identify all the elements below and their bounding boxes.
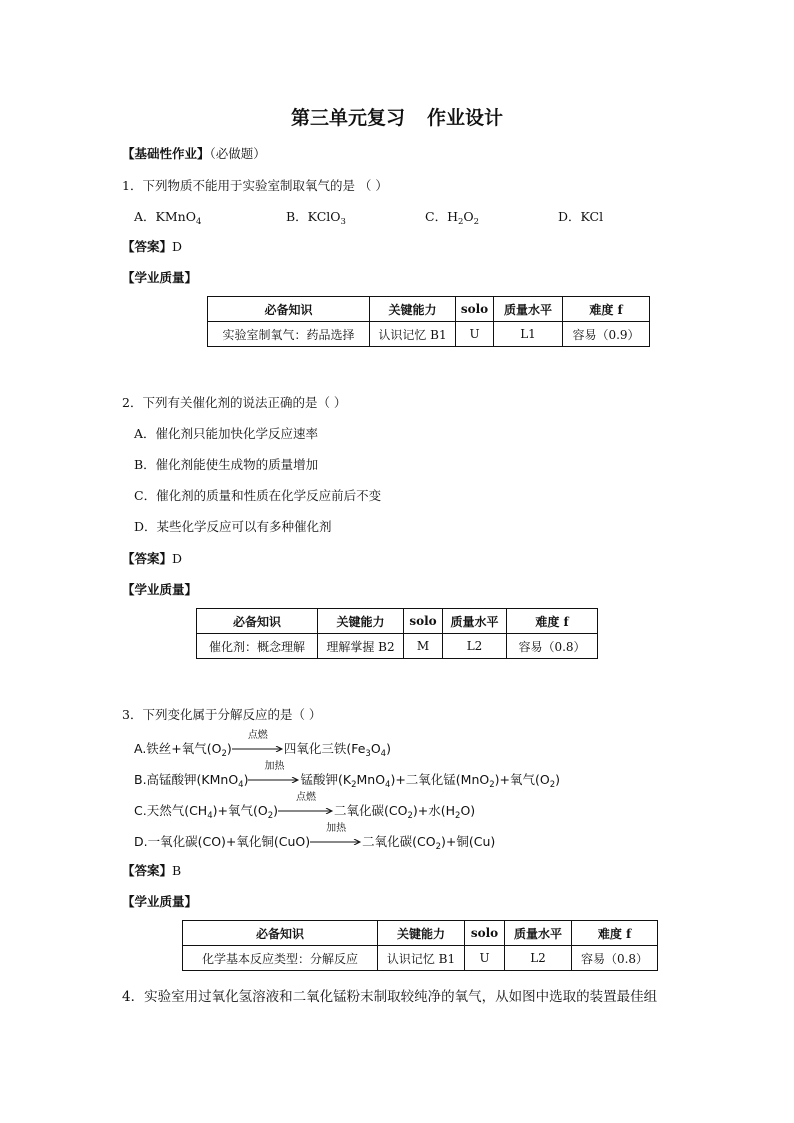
q1-option-d: D．KCl bbox=[558, 209, 604, 224]
q1-answer: 【答案】D bbox=[122, 239, 183, 254]
q3-answer: 【答案】B bbox=[122, 863, 182, 878]
table-row: 催化剂：概念理解 理解掌握 B2 M L2 容易（0.8） bbox=[197, 634, 598, 659]
reaction-arrow bbox=[232, 730, 284, 753]
q2-quality-table bbox=[196, 608, 598, 659]
q3-option-c: C.天然气$(CH_4)+$氧气$(O_2)$ 点燃 二氧化碳$(CO_2)+$水$(H_2O)$ bbox=[134, 792, 476, 821]
q1-quality-table bbox=[207, 296, 650, 347]
reaction-condition: 点燃 bbox=[247, 730, 268, 741]
q1-option-b: B．KClO$_3$ bbox=[286, 209, 346, 227]
reaction-condition: 加热 bbox=[264, 761, 285, 772]
reaction-arrow bbox=[248, 761, 300, 784]
table-header-row: 必备知识 关键能力 solo 质量水平 难度 f bbox=[208, 297, 650, 322]
table-header-row: 必备知识 关键能力 solo 质量水平 难度 f bbox=[183, 921, 658, 946]
q1-quality-label: 【学业质量】 bbox=[122, 270, 198, 285]
section-note: （必做题） bbox=[209, 146, 266, 161]
question-4-stem: 4．实验室用过氧化氢溶液和二氧化锰粉末制取较纯净的氧气，从如图中选取的装置最佳组 bbox=[122, 989, 658, 1005]
q3-quality-table bbox=[182, 920, 658, 971]
q2-quality-label: 【学业质量】 bbox=[122, 582, 198, 597]
q2-option-d: D．某些化学反应可以有多种催化剂 bbox=[134, 519, 332, 534]
question-2-stem: 2．下列有关催化剂的说法正确的是（ ） bbox=[122, 395, 347, 410]
q3-option-d: D.一氧化碳(CO)+氧化铜(CuO) 加热 二氧化碳$(CO_2)+$铜(Cu) bbox=[134, 823, 496, 852]
q3-quality-label: 【学业质量】 bbox=[122, 894, 198, 909]
reaction-condition: 加热 bbox=[326, 823, 347, 834]
reaction-arrow bbox=[278, 792, 334, 815]
q1-option-c: C．$H_2O_2$ bbox=[425, 209, 480, 227]
table-row: 实验室制氧气：药品选择 认识记忆 B1 U L1 容易（0.9） bbox=[208, 322, 650, 347]
q1-option-a: A．KMnO$_4$ bbox=[134, 209, 202, 227]
q2-option-b: B．催化剂能使生成物的质量增加 bbox=[134, 457, 319, 472]
q2-option-a: A．催化剂只能加快化学反应速率 bbox=[134, 426, 319, 441]
q3-option-a: A.铁丝+氧气$(O_2)$ 点燃 四氧化三铁$(Fe_3O_4)$ bbox=[134, 730, 391, 759]
table-header-row: 必备知识 关键能力 solo 质量水平 难度 f bbox=[197, 609, 598, 634]
reaction-condition: 点燃 bbox=[296, 792, 317, 803]
q3-option-b: B.高锰酸钾(KMnO$_4$) 加热 锰酸钾$(K_2MnO_4)+$二氧化锰(MnO$_2$)+氧气$(O_2)$ bbox=[134, 761, 561, 790]
reaction-arrow bbox=[310, 823, 362, 846]
q2-option-c: C．催化剂的质量和性质在化学反应前后不变 bbox=[134, 488, 382, 503]
section-header bbox=[122, 146, 266, 162]
section-label: 【基础性作业】 bbox=[122, 146, 210, 161]
q2-answer: 【答案】D bbox=[122, 551, 183, 566]
question-1-stem: 1．下列物质不能用于实验室制取氧气的是 （ ） bbox=[122, 178, 388, 193]
table-row: 化学基本反应类型：分解反应 认识记忆 B1 U L2 容易（0.8） bbox=[183, 946, 658, 971]
page-title: 第三单元复习 作业设计 bbox=[290, 107, 504, 129]
question-3-stem: 3．下列变化属于分解反应的是（ ） bbox=[122, 707, 322, 722]
